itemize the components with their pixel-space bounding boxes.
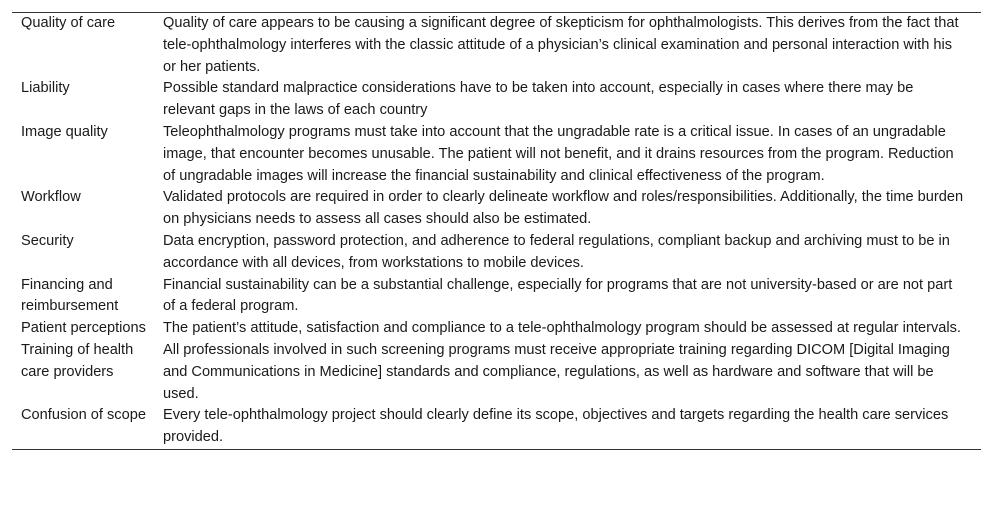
table-row [12, 122, 981, 187]
row-description: Teleophthalmology programs must take into account that the ungradable rate is a critical issue. In cases of an ungradable image, that encounter becomes unusable. The patient will not benefit, and it drains resources from the program. Reduction of ungradable images will increase the financial sustainability and clinical effectiveness of the program. [163, 123, 954, 184]
row-term: Quality of care [21, 15, 116, 31]
row-description: Validated protocols are required in order to clearly delineate workflow and roles/responsibilities. Additionally, the time burden on physicians needs to assess all cases should also be estimated. [163, 189, 964, 228]
table-row [12, 340, 981, 405]
row-term: Financing and reimbursement [21, 276, 119, 315]
row-description: Every tele-ophthalmology project should clearly define its scope, objectives and targets regarding the health care services provided. [163, 407, 949, 446]
row-description: Financial sustainability can be a substantial challenge, especially for programs that are not university-based or are not part of a federal program. [163, 276, 953, 315]
row-term: Image quality [21, 123, 108, 140]
table-row [12, 13, 981, 79]
row-description: Data encryption, password protection, and adherence to federal regulations, compliant backup and archiving must to be in accordance with all devices, from workstations to mobile devices. [163, 232, 950, 271]
row-term: Confusion of scope [21, 407, 146, 424]
row-term: Patient perceptions [21, 320, 146, 337]
table-row [12, 187, 981, 231]
row-term: Security [21, 232, 74, 249]
challenges-table [12, 12, 981, 450]
table-row [12, 275, 981, 319]
table-row [12, 78, 981, 122]
row-description: Possible standard malpractice considerations have to be taken into account, especially in cases where there may be relevant gaps in the laws of each country [163, 80, 914, 119]
table-row [12, 405, 981, 449]
table-row [12, 318, 981, 340]
row-term: Workflow [21, 189, 81, 206]
row-term: Training of health care providers [21, 341, 134, 380]
row-term: Liability [21, 80, 70, 97]
table-container [12, 12, 981, 450]
table-row [12, 231, 981, 275]
row-description: Quality of care appears to be causing a significant degree of skepticism for ophthalmologists. This derives from the fact that tele-ophthalmology interferes with the classic attitude of a physician’s clinical examination and personal interaction with his or her patients. [163, 15, 959, 75]
row-description: All professionals involved in such screening programs must receive appropriate training regarding DICOM [Digital Imaging and Communications in Medicine] standards and compliance, regulations, as well as hardware and software that will be used. [163, 341, 950, 402]
row-description: The patient’s attitude, satisfaction and compliance to a tele-ophthalmology program should be assessed at regular intervals. [163, 320, 961, 337]
